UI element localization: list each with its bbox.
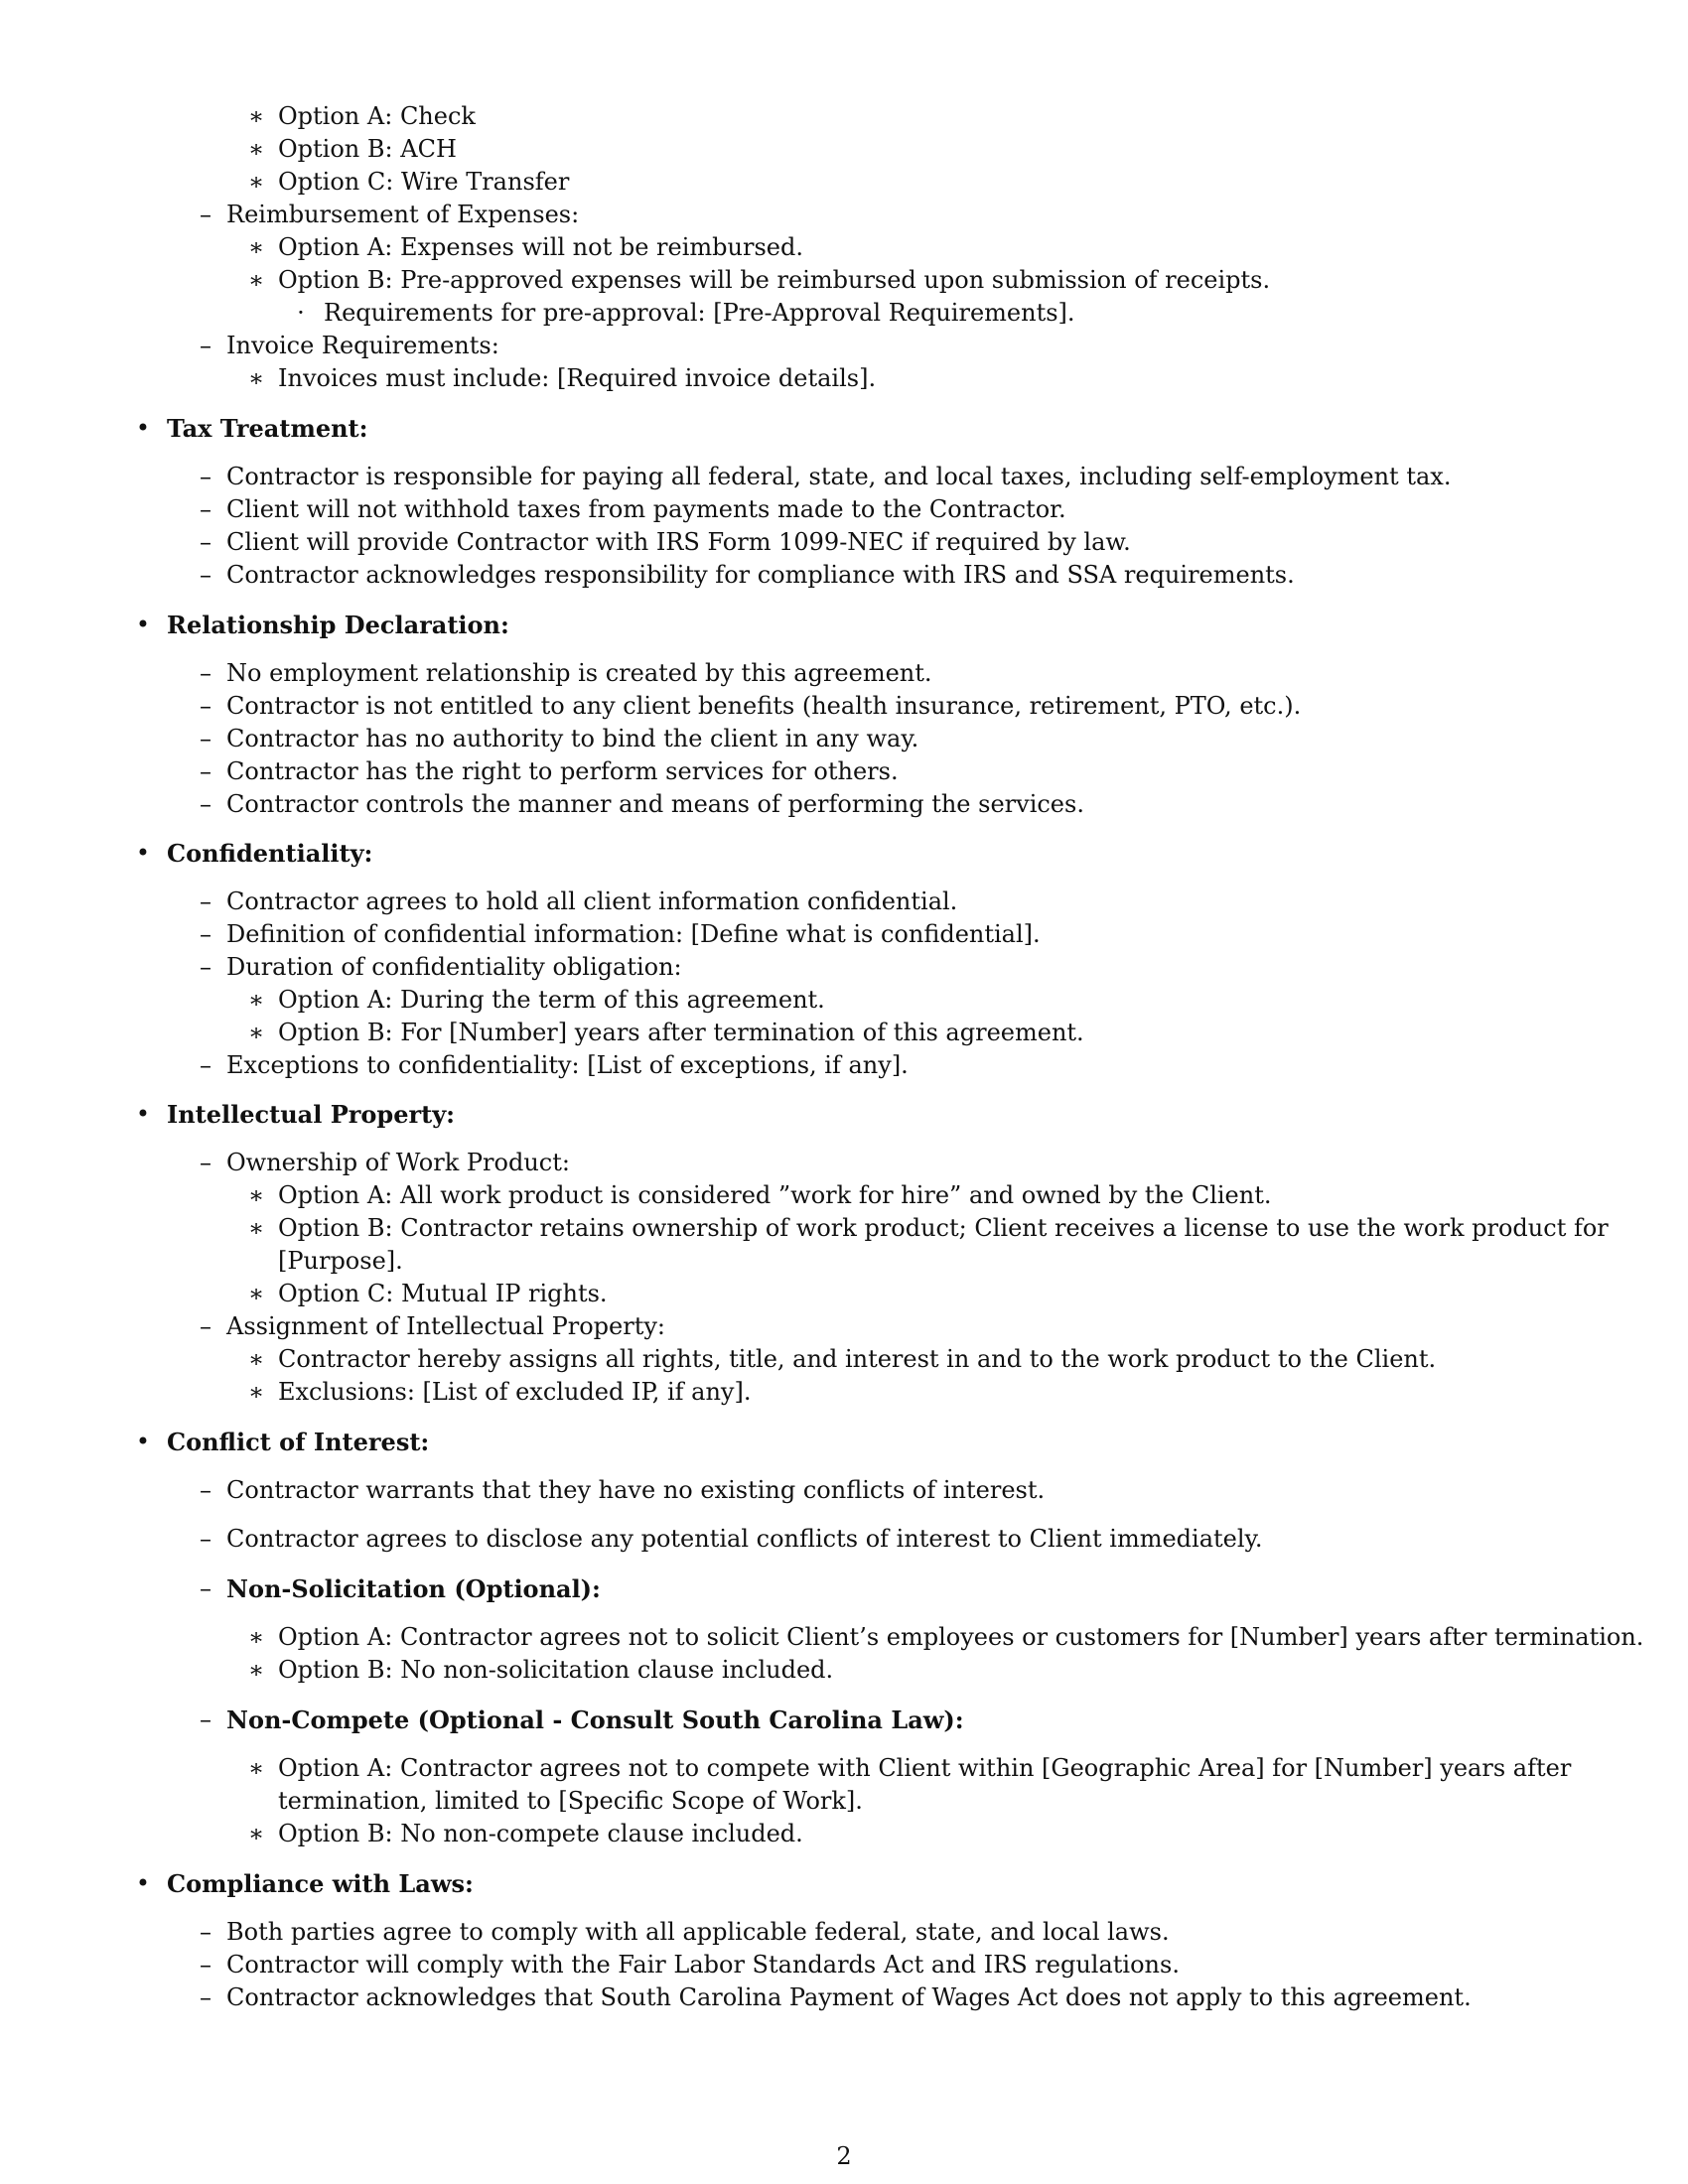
ip-assigns: Contractor hereby assigns all rights, title, and interest in and to the work product to the Client. (278, 1345, 1437, 1373)
ip-option-b-line2: [Purpose]. (278, 1247, 403, 1275)
invoice-heading: Invoice Requirements: (226, 332, 499, 359)
dash-marker: – (200, 692, 211, 720)
reimbursement-heading: Reimbursement of Expenses: (226, 201, 580, 228)
star-marker: ∗ (247, 986, 265, 1014)
dash-marker: – (200, 561, 211, 589)
ip-exclusions: Exclusions: [List of excluded IP, if any]. (278, 1378, 752, 1406)
dash-marker: – (200, 887, 211, 915)
tax-item: Contractor acknowledges responsibility for compliance with IRS and SSA requirements. (226, 561, 1295, 589)
dash-marker: – (200, 790, 211, 818)
star-marker: ∗ (247, 168, 265, 196)
dash-marker: – (200, 528, 211, 556)
page-number: 2 (836, 2142, 852, 2170)
tax-item: Client will not withhold taxes from payments made to the Contractor. (226, 495, 1066, 523)
star-marker: ∗ (247, 1378, 265, 1406)
nonsolicit-option-a: Option A: Contractor agrees not to solicit Client’s employees or customers for [Number] years after termination. (278, 1623, 1644, 1651)
ip-ownership: Ownership of Work Product: (226, 1149, 570, 1176)
ip-assignment: Assignment of Intellectual Property: (226, 1312, 666, 1340)
bullet-marker: • (135, 1100, 151, 1128)
bullet-marker: • (135, 1869, 151, 1897)
star-marker: ∗ (247, 1656, 265, 1684)
tax-item: Client will provide Contractor with IRS Form 1099-NEC if required by law. (226, 528, 1131, 556)
confidentiality-hold: Contractor agrees to hold all client information confidential. (226, 887, 958, 915)
reimbursement-option-a: Option A: Expenses will not be reimbursed. (278, 233, 803, 261)
dash-marker: – (200, 757, 211, 785)
star-marker: ∗ (247, 1181, 265, 1209)
payment-option-wire: Option C: Wire Transfer (278, 168, 570, 196)
reimbursement-option-b: Option B: Pre-approved expenses will be reimbursed upon submission of receipts. (278, 266, 1271, 294)
dash-marker: – (200, 1149, 211, 1176)
noncompete-option-b: Option B: No non-compete clause included. (278, 1820, 803, 1847)
confidentiality-heading: Confidentiality: (167, 839, 373, 868)
invoice-details: Invoices must include: [Required invoice details]. (278, 364, 877, 392)
star-marker: ∗ (247, 102, 265, 130)
star-marker: ∗ (247, 1214, 265, 1242)
ip-heading: Intellectual Property: (167, 1100, 455, 1129)
bullet-marker: • (135, 611, 151, 638)
star-marker: ∗ (247, 1754, 265, 1782)
relationship-item: No employment relationship is created by this agreement. (226, 659, 932, 687)
star-marker: ∗ (247, 1280, 265, 1307)
dash-marker: – (200, 1918, 211, 1946)
dash-marker: – (200, 495, 211, 523)
dot-marker: · (297, 299, 305, 327)
compliance-item: Both parties agree to comply with all applicable federal, state, and local laws. (226, 1918, 1170, 1946)
dash-marker: – (200, 1574, 211, 1602)
noncompete-heading: Non-Compete (Optional - Consult South Carolina Law): (226, 1706, 964, 1734)
bullet-marker: • (135, 839, 151, 867)
payment-option-check: Option A: Check (278, 102, 476, 130)
dash-marker: – (200, 659, 211, 687)
nonsolicit-heading: Non-Solicitation (Optional): (226, 1574, 601, 1603)
relationship-item: Contractor has no authority to bind the client in any way. (226, 725, 919, 752)
bullet-marker: • (135, 1428, 151, 1455)
confidentiality-option-a: Option A: During the term of this agreement. (278, 986, 825, 1014)
dash-marker: – (200, 463, 211, 490)
conflict-heading: Conflict of Interest: (167, 1428, 430, 1456)
star-marker: ∗ (247, 1345, 265, 1373)
dash-marker: – (200, 953, 211, 981)
ip-option-a: Option A: All work product is considered ”work for hire” and owned by the Client. (278, 1181, 1272, 1209)
preapproval-requirements: Requirements for pre-approval: [Pre-Approval Requirements]. (324, 299, 1075, 327)
dash-marker: – (200, 1051, 211, 1079)
relationship-item: Contractor is not entitled to any client benefits (health insurance, retirement, PTO, etc.). (226, 692, 1302, 720)
dash-marker: – (200, 332, 211, 359)
ip-option-c: Option C: Mutual IP rights. (278, 1280, 608, 1307)
dash-marker: – (200, 1706, 211, 1733)
confidentiality-duration: Duration of confidentiality obligation: (226, 953, 682, 981)
compliance-item: Contractor will comply with the Fair Labor Standards Act and IRS regulations. (226, 1951, 1180, 1979)
dash-marker: – (200, 1476, 211, 1504)
star-marker: ∗ (247, 135, 265, 163)
dash-marker: – (200, 1983, 211, 2011)
confidentiality-option-b: Option B: For [Number] years after termination of this agreement. (278, 1019, 1084, 1046)
dash-marker: – (200, 1951, 211, 1979)
noncompete-option-a-line1: Option A: Contractor agrees not to compete with Client within [Geographic Area] for [Number] years after (278, 1754, 1572, 1782)
tax-item: Contractor is responsible for paying all federal, state, and local taxes, including self-employment tax. (226, 463, 1452, 490)
confidentiality-exceptions: Exceptions to confidentiality: [List of exceptions, if any]. (226, 1051, 909, 1079)
star-marker: ∗ (247, 233, 265, 261)
star-marker: ∗ (247, 266, 265, 294)
star-marker: ∗ (247, 364, 265, 392)
conflict-warrants: Contractor warrants that they have no existing conflicts of interest. (226, 1476, 1046, 1504)
star-marker: ∗ (247, 1623, 265, 1651)
dash-marker: – (200, 920, 211, 948)
relationship-item: Contractor has the right to perform services for others. (226, 757, 899, 785)
dash-marker: – (200, 201, 211, 228)
relationship-item: Contractor controls the manner and means of performing the services. (226, 790, 1084, 818)
nonsolicit-option-b: Option B: No non-solicitation clause included. (278, 1656, 834, 1684)
compliance-heading: Compliance with Laws: (167, 1869, 474, 1898)
compliance-item: Contractor acknowledges that South Carolina Payment of Wages Act does not apply to this agreement. (226, 1983, 1472, 2011)
ip-option-b-line1: Option B: Contractor retains ownership of work product; Client receives a license to use the work product for (278, 1214, 1609, 1242)
dash-marker: – (200, 1312, 211, 1340)
payment-option-ach: Option B: ACH (278, 135, 457, 163)
conflict-disclose: Contractor agrees to disclose any potential conflicts of interest to Client immediately. (226, 1525, 1263, 1553)
dash-marker: – (200, 1525, 211, 1553)
bullet-marker: • (135, 414, 151, 442)
noncompete-option-a-line2: termination, limited to [Specific Scope of Work]. (278, 1787, 863, 1815)
relationship-heading: Relationship Declaration: (167, 611, 509, 639)
star-marker: ∗ (247, 1820, 265, 1847)
dash-marker: – (200, 725, 211, 752)
confidentiality-definition: Definition of confidential information: [Define what is confidential]. (226, 920, 1041, 948)
tax-treatment-heading: Tax Treatment: (167, 414, 368, 443)
star-marker: ∗ (247, 1019, 265, 1046)
